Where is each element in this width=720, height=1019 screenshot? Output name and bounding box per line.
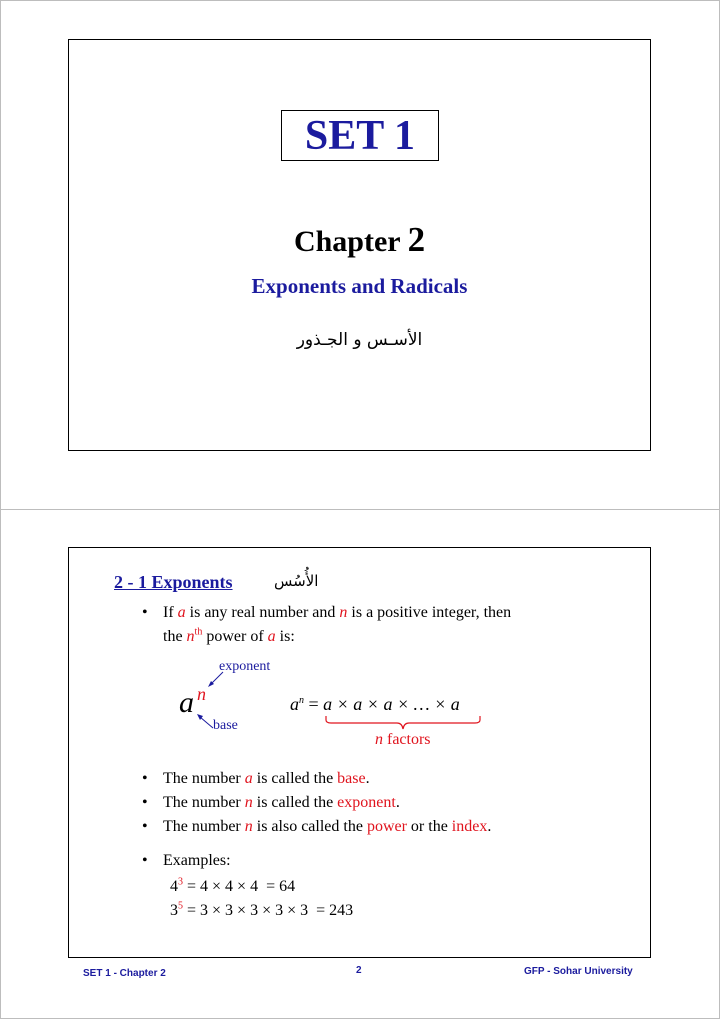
intro-line-1: If a is any real number and n is a positive integer, then: [163, 604, 512, 621]
set-title: SET 1: [304, 112, 416, 159]
section-heading: 2 - 1 Exponents: [114, 572, 233, 592]
bullet-dot: •: [142, 794, 148, 811]
bullet-dot: •: [142, 818, 148, 835]
base-label: base: [213, 718, 238, 733]
power-formula: $a^n = a \times a \times a$ × … × a: [290, 694, 460, 714]
examples-label: Examples:: [163, 852, 231, 869]
example-2: $3^5 = 3 \times 3 \times 3 \times 3 \times 3 = 243$: [170, 900, 354, 919]
exponent-symbol: n: [197, 684, 206, 704]
chapter-title: [69, 220, 650, 260]
intro-line-2: the $n^{th}$ power of a is:: [163, 626, 295, 645]
title-slide: [68, 39, 651, 451]
page-divider: [0, 509, 720, 510]
section-heading-arabic: الأُسُس: [274, 572, 319, 590]
bullet-base: The number a is called the base.: [163, 770, 370, 787]
bullet-power-index: The number n is also called the power or the index.: [163, 818, 492, 835]
footer-page-number: 2: [356, 965, 362, 976]
example-1: $4^3 = 4 \times 4 \times 4 = 64$: [170, 876, 296, 895]
bullet-dot: •: [142, 852, 148, 869]
arabic-subtitle: الأسـس و الجـذور: [296, 330, 423, 350]
footer-left: SET 1 - Chapter 2: [83, 968, 166, 979]
factors-brace: [325, 715, 481, 731]
bullet-exponent: The number n is called the exponent.: [163, 794, 400, 811]
content-slide: [68, 547, 651, 958]
bullet-dot: •: [142, 770, 148, 787]
footer-right: GFP - Sohar University: [524, 966, 633, 977]
exponent-arrow: [205, 670, 235, 700]
factors-label: n factors: [375, 731, 431, 748]
chapter-subtitle: Exponents and Radicals: [251, 274, 468, 298]
set-title-box: [281, 110, 439, 161]
bullet-dot: •: [142, 604, 148, 621]
chapter-number: 2: [407, 220, 426, 259]
base-symbol: a: [179, 686, 194, 719]
chapter-word: Chapter: [293, 225, 401, 258]
exponent-label: exponent: [219, 659, 271, 674]
